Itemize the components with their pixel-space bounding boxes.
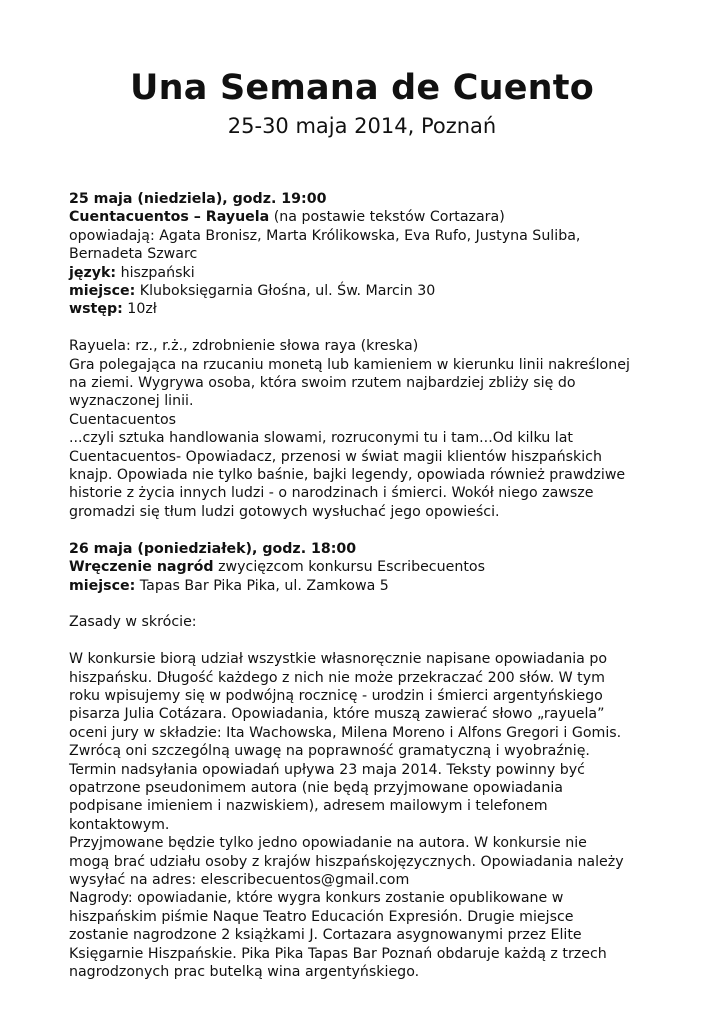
event1-language: język: hiszpański <box>69 264 195 281</box>
event1-performers-cont: Bernadeta Szwarc <box>69 246 198 263</box>
rules-line: Nagrody: opowiadanie, które wygra konkurs zostanie opublikowane w <box>69 890 564 907</box>
rayuela-line: historie z życia innych ludzi - o narodzinach i śmierci. Wokół niego zawsze <box>69 485 594 502</box>
rayuela-line: Cuentacuentos <box>69 411 177 428</box>
rules-line: Zwrócą oni szczególną uwagę na poprawność gramatyczną i wyobraźnię. <box>69 743 590 760</box>
rayuela-line: ...czyli sztuka handlowania slowami, rozruconymi tu i tam...Od kilku lat <box>69 430 573 447</box>
rules-line: nagrodzonych prac butelką wina argentyńskiego. <box>69 964 420 980</box>
rules-line: Termin nadsyłania opowiadań upływa 23 maja 2014. Teksty powinny być <box>69 761 585 778</box>
event1-name: Cuentacuentos – Rayuela (na postawie tekstów Cortazara) <box>69 209 505 226</box>
spacer <box>69 632 669 650</box>
spacer <box>69 521 669 539</box>
rayuela-line: na ziemi. Wygrywa osoba, która swoim rzutem najbardziej zbliży się do <box>69 375 576 392</box>
rayuela-line: gromadzi się tłum ludzi gotowych wysłuchać jego opowieści. <box>69 503 500 520</box>
event2-name: Wręczenie nagród zwycięzcom konkursu Escribecuentos <box>69 559 485 576</box>
rules-line: opatrzone pseudonimem autora (nie będą przyjmowane opowiadania <box>69 779 563 796</box>
rules-line: kontaktowym. <box>69 816 170 833</box>
rayuela-line: Cuentacuentos- Opowiadacz, przenosi w świat magii klientów hiszpańskich <box>69 448 602 465</box>
event1-performers: opowiadają: Agata Bronisz, Marta Królikowska, Eva Rufo, Justyna Suliba, <box>69 227 581 244</box>
rayuela-line: Rayuela: rz., r.ż., zdrobnienie słowa raya (kreska) <box>69 338 419 355</box>
rayuela-line: knajp. Opowiada nie tylko baśnie, bajki legendy, opowiada również prawdziwe <box>69 467 626 484</box>
event2-date: 26 maja (poniedziałek), godz. 18:00 <box>69 540 357 557</box>
rules-line: wysyłać na adres: elescribecuentos@gmail.com <box>69 871 410 888</box>
event2-place: miejsce: Tapas Bar Pika Pika, ul. Zamkowa 5 <box>69 577 389 594</box>
spacer <box>69 595 669 613</box>
rules-line: hiszpańsku. Długość każdego z nich nie może przekraczać 200 słów. W tym <box>69 669 605 686</box>
rayuela-line: Gra polegająca na rzucaniu monetą lub kamieniem w kierunku linii nakreślonej <box>69 356 630 373</box>
rayuela-line: wyznaczonej linii. <box>69 393 194 410</box>
rules-line: oceni jury w składzie: Ita Wachowska, Milena Moreno i Alfons Gregori i Gomis. <box>69 724 622 741</box>
rules-heading: Zasady w skrócie: <box>69 614 197 631</box>
event1-fee: wstęp: 10zł <box>69 301 157 318</box>
spacer <box>69 319 669 337</box>
document-body <box>69 190 669 981</box>
page-title: Una Semana de Cuento <box>130 68 594 108</box>
rules-line: hiszpańskim piśmie Naque Teatro Educación Expresión. Drugie miejsce <box>69 908 574 925</box>
page-subtitle: 25-30 maja 2014, Poznań <box>227 114 497 138</box>
rules-line: Przyjmowane będzie tylko jedno opowiadanie na autora. W konkursie nie <box>69 835 587 852</box>
event1-date: 25 maja (niedziela), godz. 19:00 <box>69 191 327 207</box>
rules-line: pisarza Julia Cotázara. Opowiadania, które muszą zawierać słowo „rayuela” <box>69 706 605 723</box>
rules-line: mogą brać udziału osoby z krajów hiszpańskojęzycznych. Opowiadania należy <box>69 853 624 870</box>
rules-line: podpisane imieniem i nazwiskiem), adresem mailowym i telefonem <box>69 798 548 815</box>
rules-line: roku wpisujemy się w podwójną rocznicę - urodzin i śmierci argentyńskiego <box>69 687 603 704</box>
event1-place: miejsce: Kluboksięgarnia Głośna, ul. Św. Marcin 30 <box>69 283 436 300</box>
rules-line: W konkursie biorą udział wszystkie własnoręcznie napisane opowiadania po <box>69 651 608 668</box>
rules-line: Księgarnie Hiszpańskie. Pika Pika Tapas Bar Poznań obdaruje każdą z trzech <box>69 945 607 962</box>
rules-line: zostanie nagrodzone 2 książkami J. Cortazara asygnowanymi przez Elite <box>69 927 582 944</box>
